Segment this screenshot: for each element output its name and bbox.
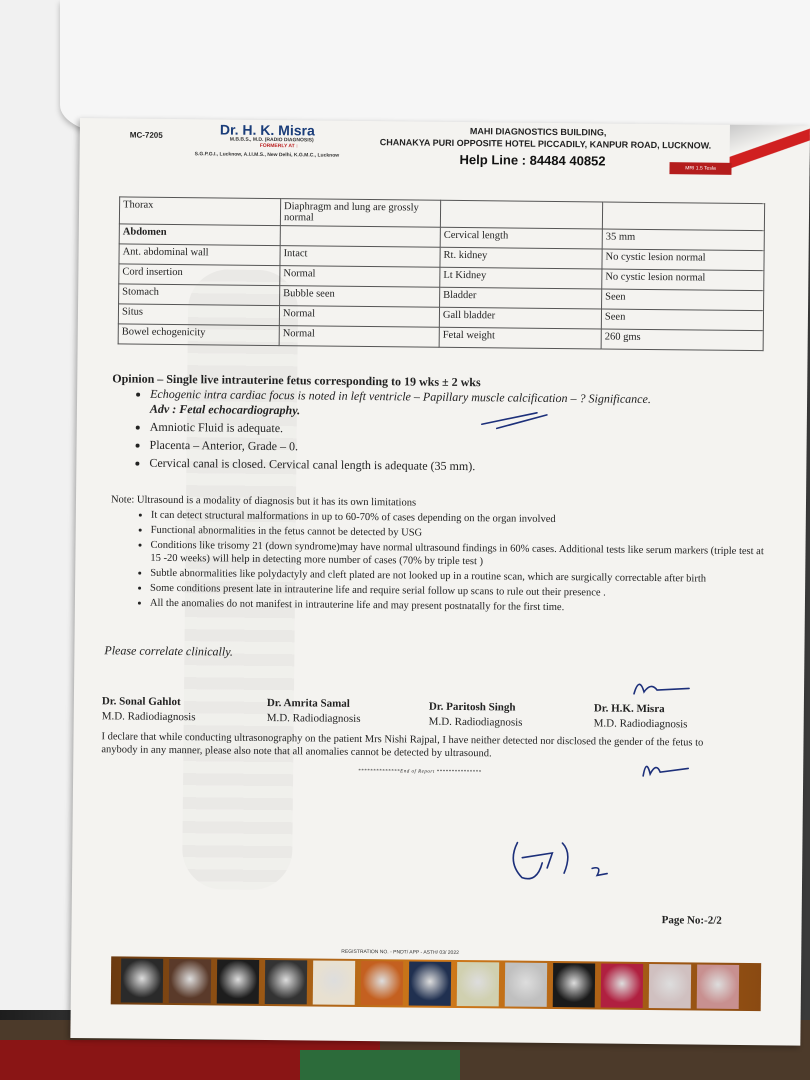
table-cell: Cervical length xyxy=(440,227,602,249)
table-cell: Normal xyxy=(279,306,439,328)
report-page xyxy=(70,118,810,1046)
signatory-degree: M.D. Radiodiagnosis xyxy=(593,717,688,731)
imaging-thumbnail xyxy=(409,961,451,1005)
table-cell: Intact xyxy=(280,246,440,268)
imaging-thumbnail xyxy=(649,964,691,1008)
imaging-thumbnail xyxy=(217,959,259,1003)
table-cell: 35 mm xyxy=(602,229,764,251)
declaration: I declare that while conducting ultrasonography on the patient Mrs Nishi Rajpal, I have neither detected nor disclosed the gender of the fetus to anybody in any manner, please also note that all anomalies cannot be detected by ultrasound. xyxy=(101,731,704,760)
table-cell: Normal xyxy=(279,326,439,348)
findings-table xyxy=(118,196,766,351)
imaging-thumbnail xyxy=(697,965,739,1009)
table-cell xyxy=(440,200,602,229)
imaging-thumbnail xyxy=(505,962,547,1006)
table-cell: Seen xyxy=(601,309,763,331)
signatory xyxy=(594,701,688,732)
note-item: • All the anomalies do not manifest in intrauterine life and may present postnatally for the first time. xyxy=(150,597,770,616)
table-cell: Normal xyxy=(280,266,440,288)
header-decoration xyxy=(729,125,810,176)
table-cell: Abdomen xyxy=(119,224,280,246)
institutions: S.G.P.G.I., Lucknow, A.I.I.M.S., New Delhi, K.G.M.C., Lucknow xyxy=(194,151,340,159)
green-object xyxy=(300,1050,460,1080)
table-cell: Situs xyxy=(118,304,279,326)
signatory xyxy=(267,696,361,727)
mri-badge: MRI 1.5 Tesla xyxy=(669,162,731,175)
signatory-name: Dr. H.K. Misra xyxy=(593,702,665,716)
note-item: • Some conditions present late in intrauterine life and require serial follow up scans to rule out their presence . xyxy=(150,582,770,601)
table-cell xyxy=(280,226,440,248)
imaging-thumbnail xyxy=(361,961,403,1005)
imaging-thumbnail xyxy=(169,959,211,1003)
note-item: • Subtle abnormalities like polydactyly and cleft plated are not looked up in a routine scan, which are surgically correctable after birth xyxy=(150,567,770,586)
table-cell: Stomach xyxy=(119,284,280,306)
address-line-1: MAHI DIAGNOSTICS BUILDING, xyxy=(469,126,607,138)
doctor-name: Dr. H. K. Misra xyxy=(219,121,315,139)
table-cell: Cord insertion xyxy=(119,264,280,286)
signatory-degree: M.D. Radiodiagnosis xyxy=(266,711,361,725)
opinion-list xyxy=(131,387,790,481)
imaging-thumbnail xyxy=(265,960,307,1004)
opinion-heading: Opinion – Single live intrauterine fetus corresponding to 19 wks ± 2 wks xyxy=(112,371,481,390)
form-code: MC-7205 xyxy=(129,130,163,140)
note-list xyxy=(130,509,771,619)
table-cell: No cystic lesion normal xyxy=(602,249,764,271)
signatory xyxy=(429,700,523,731)
note-item: • It can detect structural malformations in up to 60-70% of cases depending on the organ involved xyxy=(151,509,771,528)
address-line-2: CHANAKYA PURI OPPOSITE HOTEL PICCADILY, KANPUR ROAD, LUCKNOW. xyxy=(379,137,712,151)
end-of-report: **************End of Report *************** xyxy=(358,768,482,776)
signatory-name: Dr. Paritosh Singh xyxy=(428,700,516,714)
table-cell: Ant. abdominal wall xyxy=(119,244,280,266)
table-cell: Fetal weight xyxy=(439,327,601,349)
signatory xyxy=(102,694,196,725)
imaging-thumbnail xyxy=(121,958,163,1002)
doctor-qualifications: M.B.B.S., M.D. (RADIO DIAGNOSIS) xyxy=(229,136,314,144)
signature-mark xyxy=(629,674,699,705)
table-cell: 260 gms xyxy=(601,329,763,351)
formerly-at: FORMERLY AT : xyxy=(259,142,298,150)
note-item: • Functional abnormalities in the fetus cannot be detected by USG xyxy=(151,524,771,543)
opinion-item: • Placenta – Anterior, Grade – 0. xyxy=(149,438,789,460)
opinion-item: • Cervical canal is closed. Cervical canal length is adequate (35 mm). xyxy=(149,456,789,478)
table-cell xyxy=(602,202,764,231)
ink-underline-mark xyxy=(477,404,557,435)
helpline: Help Line : 84484 40852 xyxy=(459,151,606,169)
registration-number: REGISTRATION NO. - PNDT/ APP - ASTH/ 03/ 2022 xyxy=(341,948,459,957)
signatory-name: Dr. Amrita Samal xyxy=(266,696,350,710)
signatory-degree: M.D. Radiodiagnosis xyxy=(101,710,196,724)
table-cell: Rt. kidney xyxy=(440,247,602,269)
handwritten-note xyxy=(502,822,623,893)
table-cell: Bubble seen xyxy=(280,286,440,308)
table-cell: Seen xyxy=(602,289,764,311)
opinion-item: • Amniotic Fluid is adequate. xyxy=(150,420,790,442)
imaging-strip xyxy=(111,956,761,1011)
opinion-item xyxy=(150,387,790,424)
note-heading: Note: Ultrasound is a modality of diagnosis but it has its own limitations xyxy=(110,494,417,509)
signatory-degree: M.D. Radiodiagnosis xyxy=(428,715,523,729)
imaging-thumbnail xyxy=(313,960,355,1004)
note-item: • Conditions like trisomy 21 (down syndrome)may have normal ultrasound findings in 60% cases. Additional tests like serum markers (triple test at 15 -20 weeks) will help in detecting more number of cases (70% by triple test ) xyxy=(150,539,770,571)
initials-mark xyxy=(638,754,698,785)
imaging-thumbnail xyxy=(553,963,595,1007)
signatory-name: Dr. Sonal Gahlot xyxy=(101,695,181,709)
table-cell: Bladder xyxy=(440,287,602,309)
table-cell: Lt Kidney xyxy=(440,267,602,289)
table-cell: Thorax xyxy=(119,197,280,226)
table-cell: No cystic lesion normal xyxy=(602,269,764,291)
table-cell: Bowel echogenicity xyxy=(118,324,279,346)
page-number: Page No:-2/2 xyxy=(661,914,722,927)
opinion-advice: Adv : Fetal echocardiography. xyxy=(149,401,301,418)
imaging-thumbnail xyxy=(601,964,643,1008)
imaging-thumbnail xyxy=(457,962,499,1006)
folded-page-top xyxy=(60,0,810,138)
correlate-clinically: Please correlate clinically. xyxy=(104,643,234,659)
table-cell: Diaphragm and lung are grossly normal xyxy=(280,199,440,228)
table-cell: Gall bladder xyxy=(439,307,601,329)
opinion-echogenic: Echogenic intra cardiac focus is noted in left ventricle – Papillary muscle calcification – ? Significance. xyxy=(150,386,651,406)
